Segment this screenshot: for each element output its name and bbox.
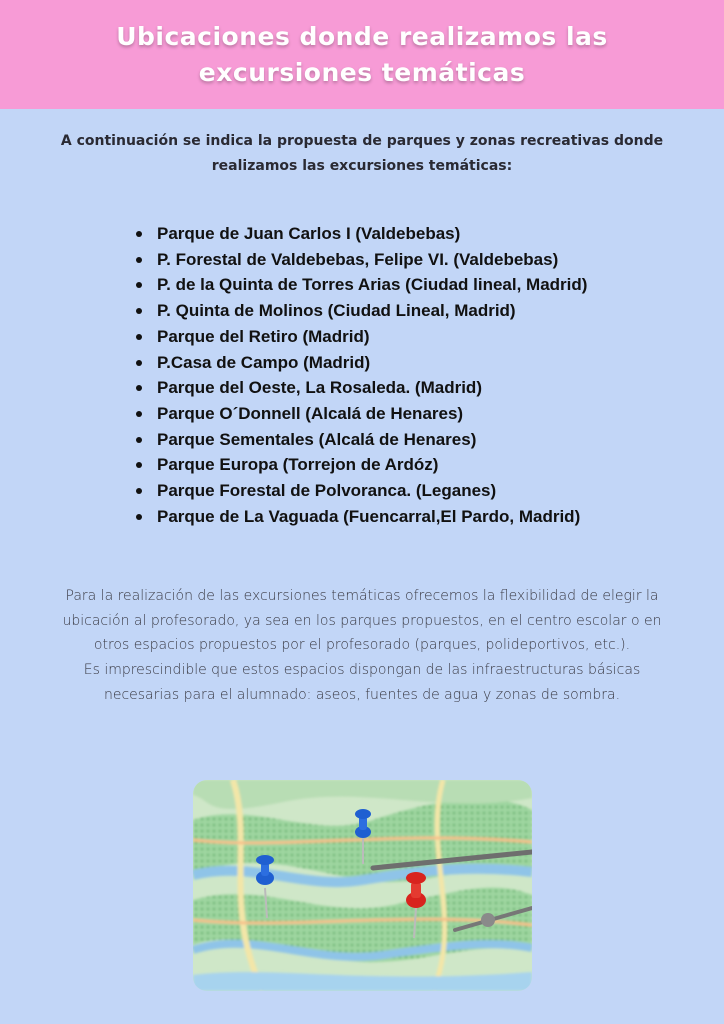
map-image bbox=[193, 780, 532, 991]
page-header bbox=[0, 0, 724, 109]
list-item: P.Casa de Campo (Madrid) bbox=[135, 350, 587, 376]
list-item: Parque del Retiro (Madrid) bbox=[135, 324, 587, 350]
list-item: Parque Forestal de Polvoranca. (Leganes) bbox=[135, 478, 587, 504]
description-paragraph: Para la realización de las excursiones temáticas ofrecemos la flexibilidad de elegir la ubicación al profesorado, ya sea en los parques propuestos, en el centro escolar o en otros espacios propuestos por el profesorado (parques, polideportivos, etc.). bbox=[62, 588, 662, 654]
list-item: Parque Sementales (Alcalá de Henares) bbox=[135, 427, 587, 453]
list-item: Parque Europa (Torrejon de Ardóz) bbox=[135, 452, 587, 478]
intro-text: A continuación se indica la propuesta de parques y zonas recreativas donde realizamos las excursiones temáticas: bbox=[60, 133, 664, 174]
list-item: Parque de La Vaguada (Fuencarral,El Pardo, Madrid) bbox=[135, 504, 587, 530]
list-item: Parque del Oeste, La Rosaleda. (Madrid) bbox=[135, 375, 587, 401]
list-item: Parque de Juan Carlos I (Valdebebas) bbox=[135, 221, 587, 247]
list-item: P. de la Quinta de Torres Arias (Ciudad lineal, Madrid) bbox=[135, 272, 587, 298]
parks-list bbox=[135, 221, 587, 529]
description bbox=[50, 584, 674, 708]
list-item: P. Forestal de Valdebebas, Felipe VI. (Valdebebas) bbox=[135, 247, 587, 273]
map-with-push-pins-icon bbox=[193, 780, 532, 991]
description-paragraph: Es imprescindible que estos espacios dispongan de las infraestructuras básicas necesarias para el alumnado: aseos, fuentes de agua y zonas de sombra. bbox=[83, 662, 641, 703]
page-title: Ubicaciones donde realizamos las excursiones temáticas bbox=[116, 21, 608, 87]
list-item: Parque O´Donnell (Alcalá de Henares) bbox=[135, 401, 587, 427]
list-item: P. Quinta de Molinos (Ciudad Lineal, Madrid) bbox=[135, 298, 587, 324]
